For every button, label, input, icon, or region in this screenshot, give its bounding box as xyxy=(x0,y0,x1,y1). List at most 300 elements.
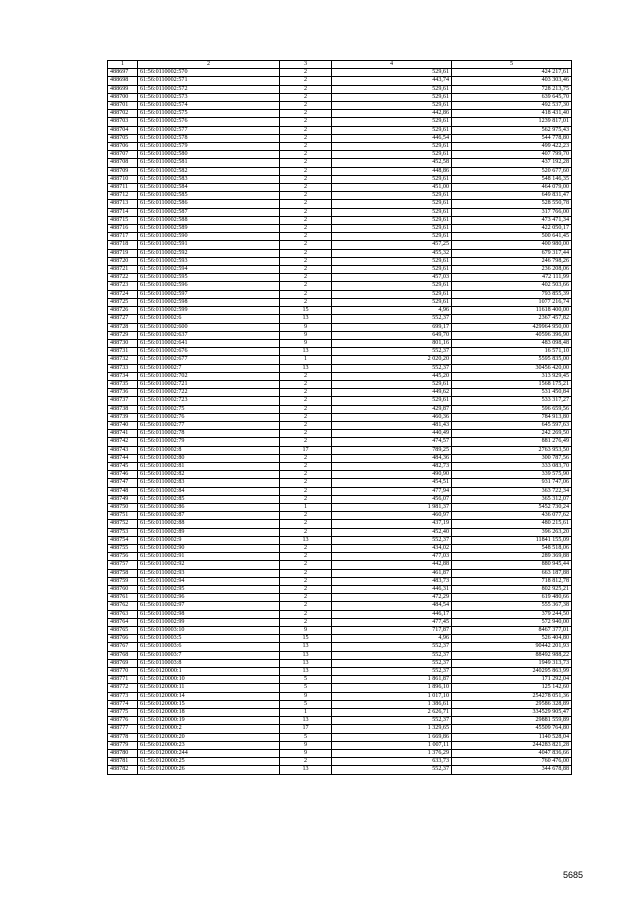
table-cell: 2367 457,82 xyxy=(452,315,572,323)
table-cell: 784 913,80 xyxy=(452,413,572,421)
table-cell: 61:56:0110002:595 xyxy=(138,274,280,282)
table-cell: 481,43 xyxy=(332,421,452,429)
table-cell: 529,61 xyxy=(332,397,452,405)
table-cell: 2 xyxy=(280,192,332,200)
table-row xyxy=(108,298,572,306)
table-cell: 61:56:0110002:596 xyxy=(138,282,280,290)
table-cell: 45509 764,80 xyxy=(452,725,572,733)
table-cell: 61:56:0110002:591 xyxy=(138,241,280,249)
table-cell: 572 940,00 xyxy=(452,618,572,626)
table-cell: 17 xyxy=(280,446,332,454)
table-cell: 488727 xyxy=(108,315,138,323)
table-cell: 61:56:0110002:9 xyxy=(138,536,280,544)
table-cell: 488756 xyxy=(108,553,138,561)
table-row xyxy=(108,577,572,585)
table-cell: 2 xyxy=(280,438,332,446)
table-cell: 61:56:0110002:721 xyxy=(138,380,280,388)
table-row xyxy=(108,700,572,708)
table-cell: 2 xyxy=(280,134,332,142)
table-cell: 445,20 xyxy=(332,372,452,380)
table-cell: 61:56:0110002:88 xyxy=(138,520,280,528)
table-cell: 2 xyxy=(280,553,332,561)
table-cell: 9 xyxy=(280,741,332,749)
table-cell: 529,61 xyxy=(332,118,452,126)
table-cell: 2 xyxy=(280,102,332,110)
table-cell: 396 263,20 xyxy=(452,528,572,536)
table-cell: 61:56:0110002:6 xyxy=(138,315,280,323)
table-cell: 488708 xyxy=(108,159,138,167)
table-cell: 61:56:0110002:588 xyxy=(138,216,280,224)
table-cell: 2 xyxy=(280,454,332,462)
table-cell: 334529 905,47 xyxy=(452,709,572,717)
table-cell: 679 317,44 xyxy=(452,249,572,257)
table-cell: 552,37 xyxy=(332,659,452,667)
table-cell: 1 386,61 xyxy=(332,700,452,708)
table-cell: 488730 xyxy=(108,339,138,347)
table-cell: 61:56:0110002:75 xyxy=(138,405,280,413)
table-cell: 488758 xyxy=(108,569,138,577)
table-cell: 61:56:0110002:600 xyxy=(138,323,280,331)
table-row xyxy=(108,479,572,487)
table-cell: 2 xyxy=(280,544,332,552)
table-cell: 5 xyxy=(280,700,332,708)
table-row xyxy=(108,118,572,126)
table-row xyxy=(108,520,572,528)
table-cell: 488704 xyxy=(108,126,138,134)
table-cell: 488765 xyxy=(108,627,138,635)
table-cell: 2763 953,50 xyxy=(452,446,572,454)
table-cell: 1 xyxy=(280,503,332,511)
table-row xyxy=(108,143,572,151)
table-cell: 2 xyxy=(280,208,332,216)
table-cell: 529,61 xyxy=(332,85,452,93)
table-cell: 11618 400,00 xyxy=(452,307,572,315)
table-cell: 488759 xyxy=(108,577,138,585)
table-cell: 9 xyxy=(280,323,332,331)
table-cell: 1140 528,04 xyxy=(452,733,572,741)
table-cell: 2 xyxy=(280,405,332,413)
table-row xyxy=(108,635,572,643)
table-row xyxy=(108,528,572,536)
table-cell: 61:56:0110002:702 xyxy=(138,372,280,380)
table-cell: 483,73 xyxy=(332,577,452,585)
table-cell: 529,61 xyxy=(332,380,452,388)
table-cell: 13 xyxy=(280,659,332,667)
table-cell: 1 329,65 xyxy=(332,725,452,733)
table-cell: 61:56:0110002:587 xyxy=(138,208,280,216)
table-cell: 61:56:0110002:8 xyxy=(138,446,280,454)
table-cell: 488760 xyxy=(108,586,138,594)
table-cell: 488742 xyxy=(108,438,138,446)
table-cell: 15 xyxy=(280,635,332,643)
table-cell: 488732 xyxy=(108,356,138,364)
table-row xyxy=(108,77,572,85)
table-cell: 488713 xyxy=(108,200,138,208)
table-row xyxy=(108,282,572,290)
table-cell: 440,49 xyxy=(332,430,452,438)
table-cell: 61:56:0120000:18 xyxy=(138,709,280,717)
table-cell: 488698 xyxy=(108,77,138,85)
table-cell: 9 xyxy=(280,339,332,347)
header-row xyxy=(108,61,572,69)
table-row xyxy=(108,290,572,298)
table-cell: 488723 xyxy=(108,282,138,290)
table-cell: 562 975,43 xyxy=(452,126,572,134)
table-cell: 488772 xyxy=(108,684,138,692)
table-cell: 488714 xyxy=(108,208,138,216)
table-cell: 2 xyxy=(280,233,332,241)
table-cell: 454,51 xyxy=(332,479,452,487)
table-cell: 61:56:0110002:577 xyxy=(138,126,280,134)
table-cell: 499 422,23 xyxy=(452,143,572,151)
table-cell: 2 xyxy=(280,184,332,192)
table-cell: 61:56:0120000:11 xyxy=(138,684,280,692)
table-cell: 61:56:0110002:93 xyxy=(138,569,280,577)
table-cell: 488761 xyxy=(108,594,138,602)
table-cell: 645 597,63 xyxy=(452,421,572,429)
table-cell: 17 xyxy=(280,725,332,733)
table-cell: 484,36 xyxy=(332,454,452,462)
table-cell: 2 xyxy=(280,93,332,101)
table-cell: 452,40 xyxy=(332,528,452,536)
table-cell: 61:56:0110002:722 xyxy=(138,389,280,397)
table-cell: 2 xyxy=(280,298,332,306)
table-row xyxy=(108,561,572,569)
table-cell: 2 xyxy=(280,618,332,626)
table-cell: 488702 xyxy=(108,110,138,118)
table-header xyxy=(108,61,572,69)
table-row xyxy=(108,102,572,110)
table-cell: 488746 xyxy=(108,471,138,479)
table-row xyxy=(108,766,572,774)
table-cell: 2 xyxy=(280,85,332,93)
table-cell: 474,57 xyxy=(332,438,452,446)
table-cell: 529,61 xyxy=(332,192,452,200)
table-cell: 488720 xyxy=(108,257,138,265)
table-cell: 446,17 xyxy=(332,610,452,618)
table-cell: 379 244,50 xyxy=(452,610,572,618)
table-cell: 436 077,62 xyxy=(452,512,572,520)
table-row xyxy=(108,126,572,134)
table-cell: 1949 313,73 xyxy=(452,659,572,667)
table-cell: 1 669,86 xyxy=(332,733,452,741)
table-cell: 2 xyxy=(280,471,332,479)
table-cell: 552,37 xyxy=(332,668,452,676)
table-cell: 90442 201,93 xyxy=(452,643,572,651)
table-row xyxy=(108,323,572,331)
table-cell: 533 317,27 xyxy=(452,397,572,405)
table-cell: 2 626,71 xyxy=(332,709,452,717)
table-cell: 30456 420,00 xyxy=(452,364,572,372)
table-cell: 61:56:0120000:2 xyxy=(138,725,280,733)
table-cell: 488721 xyxy=(108,266,138,274)
table-cell: 61:56:0110002:641 xyxy=(138,339,280,347)
table-cell: 2 xyxy=(280,175,332,183)
table-cell: 488736 xyxy=(108,389,138,397)
table-cell: 482,73 xyxy=(332,462,452,470)
table-cell: 472,29 xyxy=(332,594,452,602)
table-cell: 488712 xyxy=(108,192,138,200)
table-cell: 488715 xyxy=(108,216,138,224)
table-cell: 488699 xyxy=(108,85,138,93)
table-cell: 61:56:0110002:76 xyxy=(138,413,280,421)
table-cell: 61:56:0110002:92 xyxy=(138,561,280,569)
table-cell: 488751 xyxy=(108,512,138,520)
table-row xyxy=(108,544,572,552)
table-cell: 429,87 xyxy=(332,405,452,413)
table-cell: 61:56:0110002:572 xyxy=(138,85,280,93)
table-cell: 29586 328,89 xyxy=(452,700,572,708)
table-row xyxy=(108,372,572,380)
table-cell: 488752 xyxy=(108,520,138,528)
table-cell: 1 981,37 xyxy=(332,503,452,511)
table-cell: 529,61 xyxy=(332,298,452,306)
table-row xyxy=(108,717,572,725)
table-row xyxy=(108,241,572,249)
table-row xyxy=(108,380,572,388)
table-cell: 555 367,38 xyxy=(452,602,572,610)
table-cell: 2 xyxy=(280,495,332,503)
table-cell: 9 xyxy=(280,692,332,700)
table-cell: 61:56:0110002:86 xyxy=(138,503,280,511)
table-row xyxy=(108,512,572,520)
table-cell: 61:56:0120000:23 xyxy=(138,741,280,749)
table-cell: 2 xyxy=(280,602,332,610)
table-cell: 9 xyxy=(280,627,332,635)
table-cell: 488705 xyxy=(108,134,138,142)
table-cell: 461,87 xyxy=(332,569,452,577)
table-cell: 529,61 xyxy=(332,290,452,298)
table-cell: 289 369,88 xyxy=(452,553,572,561)
table-cell: 488780 xyxy=(108,750,138,758)
table-cell: 61:56:0110002:575 xyxy=(138,110,280,118)
table-cell: 639 645,70 xyxy=(452,93,572,101)
table-cell: 2 xyxy=(280,216,332,224)
table-cell: 488762 xyxy=(108,602,138,610)
table-cell: 460,97 xyxy=(332,512,452,520)
table-cell: 548 518,06 xyxy=(452,544,572,552)
table-cell: 457,03 xyxy=(332,274,452,282)
table-row xyxy=(108,307,572,315)
table-cell: 529,61 xyxy=(332,175,452,183)
table-cell: 2 xyxy=(280,110,332,118)
table-cell: 2 xyxy=(280,249,332,257)
table-row xyxy=(108,93,572,101)
table-cell: 242 269,50 xyxy=(452,430,572,438)
table-cell: 344 678,88 xyxy=(452,766,572,774)
table-cell: 455,32 xyxy=(332,249,452,257)
table-cell: 2 xyxy=(280,241,332,249)
table-row xyxy=(108,167,572,175)
table-cell: 789,25 xyxy=(332,446,452,454)
column-header-1: 1 xyxy=(108,61,138,69)
table-row xyxy=(108,274,572,282)
table-cell: 529,61 xyxy=(332,208,452,216)
table-row xyxy=(108,676,572,684)
table-cell: 61:56:0120000:19 xyxy=(138,717,280,725)
table-cell: 488740 xyxy=(108,421,138,429)
table-cell: 484,54 xyxy=(332,602,452,610)
table-cell: 61:56:0120000:14 xyxy=(138,692,280,700)
table-cell: 2 xyxy=(280,577,332,585)
table-cell: 488779 xyxy=(108,741,138,749)
table-cell: 171 292,04 xyxy=(452,676,572,684)
table-cell: 529,61 xyxy=(332,143,452,151)
table-row xyxy=(108,200,572,208)
table-cell: 88492 988,22 xyxy=(452,651,572,659)
table-cell: 881 276,49 xyxy=(452,438,572,446)
table-row xyxy=(108,462,572,470)
table-cell: 254278 051,36 xyxy=(452,692,572,700)
table-cell: 13 xyxy=(280,348,332,356)
table-cell: 333 083,70 xyxy=(452,462,572,470)
table-row xyxy=(108,643,572,651)
table-cell: 552,37 xyxy=(332,348,452,356)
table-cell: 529,61 xyxy=(332,126,452,134)
table-row xyxy=(108,348,572,356)
table-cell: 61:56:0120000:20 xyxy=(138,733,280,741)
table-cell: 488739 xyxy=(108,413,138,421)
table-cell: 801,16 xyxy=(332,339,452,347)
table-cell: 488710 xyxy=(108,175,138,183)
table-cell: 61:56:0110002:95 xyxy=(138,586,280,594)
table-cell: 1568 175,21 xyxy=(452,380,572,388)
table-cell: 488717 xyxy=(108,233,138,241)
table-cell: 488722 xyxy=(108,274,138,282)
table-row xyxy=(108,668,572,676)
table-cell: 61:56:0110002:576 xyxy=(138,118,280,126)
table-cell: 529,61 xyxy=(332,69,452,77)
table-cell: 437,19 xyxy=(332,520,452,528)
table-cell: 488744 xyxy=(108,454,138,462)
table-cell: 488781 xyxy=(108,758,138,766)
table-cell: 488774 xyxy=(108,700,138,708)
table-cell: 15 xyxy=(280,307,332,315)
table-cell: 339 575,90 xyxy=(452,471,572,479)
table-cell: 313 929,45 xyxy=(452,372,572,380)
table-cell: 2 xyxy=(280,479,332,487)
table-cell: 29881 559,89 xyxy=(452,717,572,725)
table-cell: 488697 xyxy=(108,69,138,77)
table-cell: 1077 216,74 xyxy=(452,298,572,306)
table-cell: 61:56:0110002:579 xyxy=(138,143,280,151)
table-row xyxy=(108,430,572,438)
table-cell: 1 xyxy=(280,356,332,364)
table-cell: 452,58 xyxy=(332,159,452,167)
table-cell: 488766 xyxy=(108,635,138,643)
table-cell: 61:56:0110002:586 xyxy=(138,200,280,208)
table-row xyxy=(108,602,572,610)
table-cell: 2 xyxy=(280,512,332,520)
table-cell: 488769 xyxy=(108,659,138,667)
table-cell: 403 303,46 xyxy=(452,77,572,85)
table-cell: 2 xyxy=(280,143,332,151)
table-cell: 529,61 xyxy=(332,216,452,224)
table-row xyxy=(108,175,572,183)
table-cell: 1239 817,01 xyxy=(452,118,572,126)
table-cell: 4047 836,66 xyxy=(452,750,572,758)
table-cell: 488755 xyxy=(108,544,138,552)
table-row xyxy=(108,315,572,323)
table-cell: 477,03 xyxy=(332,553,452,561)
table-cell: 442,86 xyxy=(332,110,452,118)
table-cell: 61:56:0110002:585 xyxy=(138,192,280,200)
table-cell: 548 146,35 xyxy=(452,175,572,183)
table-cell: 2 xyxy=(280,266,332,274)
table-row xyxy=(108,733,572,741)
table-cell: 61:56:0110002:573 xyxy=(138,93,280,101)
table-cell: 488748 xyxy=(108,487,138,495)
table-cell: 1 007,11 xyxy=(332,741,452,749)
table-row xyxy=(108,69,572,77)
table-cell: 61:56:0110002:599 xyxy=(138,307,280,315)
table-cell: 488711 xyxy=(108,184,138,192)
table-row xyxy=(108,134,572,142)
table-cell: 244283 821,28 xyxy=(452,741,572,749)
table-cell: 300 787,56 xyxy=(452,454,572,462)
table-cell: 61:56:0120000:15 xyxy=(138,700,280,708)
table-row xyxy=(108,536,572,544)
table-cell: 2 xyxy=(280,421,332,429)
table-cell: 529,61 xyxy=(332,266,452,274)
table-cell: 529,61 xyxy=(332,225,452,233)
table-cell: 2 xyxy=(280,487,332,495)
table-cell: 488757 xyxy=(108,561,138,569)
table-cell: 61:56:0110002:578 xyxy=(138,134,280,142)
table-cell: 619 480,66 xyxy=(452,594,572,602)
table-cell: 488777 xyxy=(108,725,138,733)
table-row xyxy=(108,758,572,766)
table-cell: 931 747,06 xyxy=(452,479,572,487)
table-cell: 488763 xyxy=(108,610,138,618)
table-row xyxy=(108,257,572,265)
table-cell: 473 471,34 xyxy=(452,216,572,224)
table-cell: 2 xyxy=(280,159,332,167)
table-cell: 488716 xyxy=(108,225,138,233)
table-cell: 61:56:0110002:78 xyxy=(138,430,280,438)
table-cell: 2 xyxy=(280,594,332,602)
table-cell: 2 xyxy=(280,257,332,265)
table-cell: 488764 xyxy=(108,618,138,626)
table-cell: 61:56:0110002:94 xyxy=(138,577,280,585)
table-row xyxy=(108,438,572,446)
table-cell: 61:56:0120000:25 xyxy=(138,758,280,766)
column-header-2: 2 xyxy=(138,61,280,69)
table-cell: 1 xyxy=(280,709,332,717)
table-cell: 2 xyxy=(280,586,332,594)
column-header-3: 3 xyxy=(280,61,332,69)
table-cell: 488718 xyxy=(108,241,138,249)
table-row xyxy=(108,618,572,626)
table-cell: 125 142,60 xyxy=(452,684,572,692)
table-cell: 488729 xyxy=(108,331,138,339)
table-cell: 552,37 xyxy=(332,766,452,774)
table-cell: 718 812,78 xyxy=(452,577,572,585)
table-cell: 2 xyxy=(280,520,332,528)
table-cell: 449,62 xyxy=(332,389,452,397)
table-row xyxy=(108,495,572,503)
table-cell: 552,37 xyxy=(332,364,452,372)
table-row xyxy=(108,651,572,659)
table-cell: 443,74 xyxy=(332,77,452,85)
table-row xyxy=(108,249,572,257)
table-cell: 488738 xyxy=(108,405,138,413)
table-cell: 2 xyxy=(280,528,332,536)
table-cell: 2 xyxy=(280,290,332,298)
table-cell: 488750 xyxy=(108,503,138,511)
table-cell: 442,88 xyxy=(332,561,452,569)
table-cell: 2 xyxy=(280,77,332,85)
